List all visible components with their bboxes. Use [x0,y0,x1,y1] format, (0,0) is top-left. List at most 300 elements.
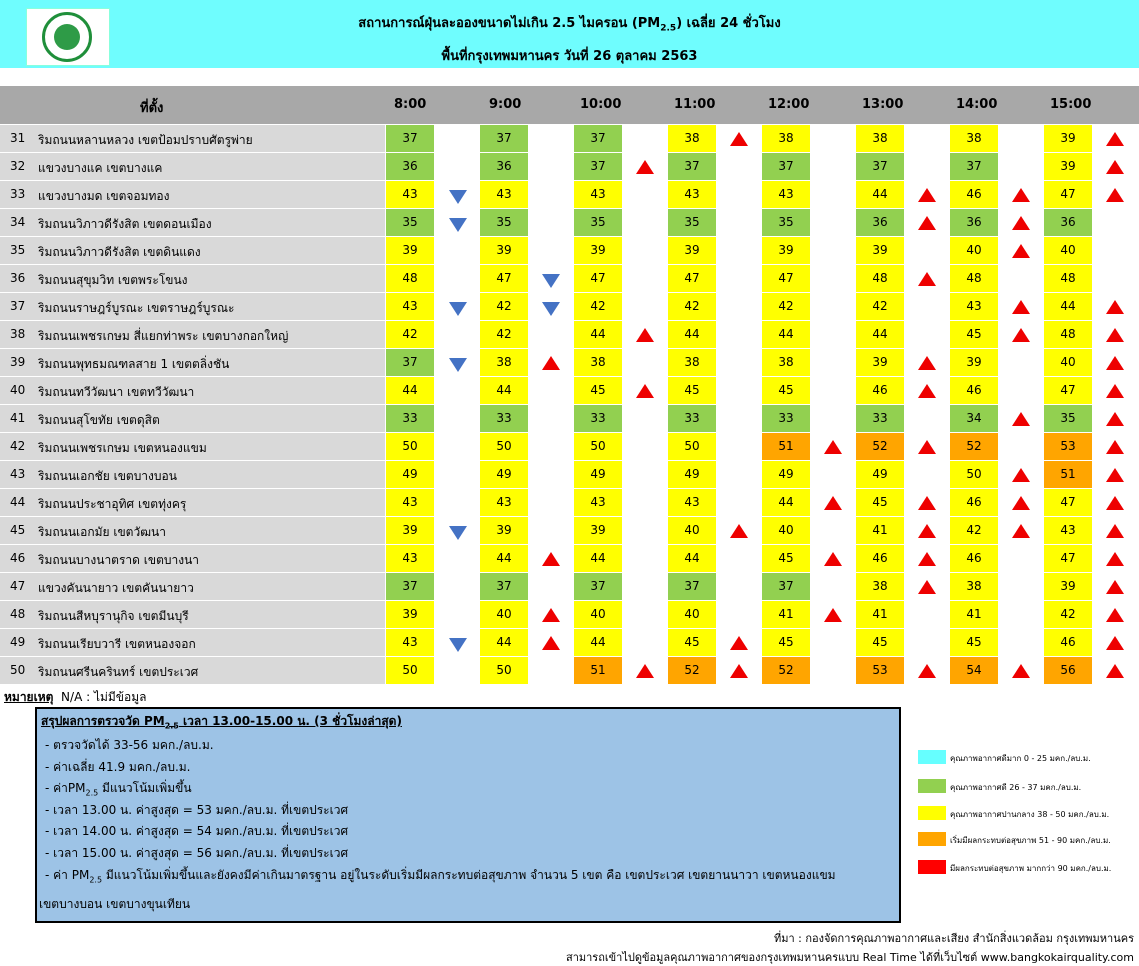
pm-value-cell: 41 [762,601,810,628]
table-header [0,86,1139,124]
time-header: 13:00 [862,97,904,112]
pm-value-cell: 36 [856,209,904,236]
pm-value-cell: 39 [1044,125,1092,152]
pm-value-cell: 45 [574,377,622,404]
pm-value-cell: 40 [668,517,716,544]
pm-value-cell: 48 [856,265,904,292]
trend-up-icon [636,328,654,342]
trend-up-icon [1106,356,1124,370]
trend-up-icon [918,496,936,510]
pm-value-cell: 37 [386,349,434,376]
pm-value-cell: 47 [668,265,716,292]
pm-value-cell: 40 [1044,237,1092,264]
pm-value-cell: 37 [856,153,904,180]
pm-value-cell: 42 [950,517,998,544]
pm-value-cell: 33 [856,405,904,432]
pm-value-cell: 45 [856,629,904,656]
trend-up-icon [730,524,748,538]
pm-value-cell: 46 [950,377,998,404]
row-number: 31 [10,131,26,145]
pm-value-cell: 44 [668,321,716,348]
trend-up-icon [1012,328,1030,342]
pm-value-cell: 40 [762,517,810,544]
pm-value-cell: 47 [1044,377,1092,404]
trend-up-icon [1106,440,1124,454]
pm-value-cell: 46 [856,545,904,572]
pm-value-cell: 40 [950,237,998,264]
row-number: 32 [10,159,26,173]
legend-text: เริ่มมีผลกระทบต่อสุขภาพ 51 - 90 มคก./ลบ.ม. [950,836,1111,845]
table-row [0,293,1139,321]
page-title: สถานการณ์ฝุ่นละอองขนาดไม่เกิน 2.5 ไมครอน $(PM_{2.5})$ เฉลี่ย 24 ชั่วโมง [358,16,781,34]
pm-value-cell: 38 [480,349,528,376]
row-location: ริมถนนวิภาวดีรังสิต เขตดอนเมือง [38,217,212,231]
pm-value-cell: 49 [762,461,810,488]
row-number: 33 [10,187,26,201]
pm-value-cell: 39 [1044,573,1092,600]
pm-value-cell: 37 [668,573,716,600]
pm-value-cell: 37 [386,125,434,152]
summary-line: - ตรวจวัดได้ 33-56 มคก./ลบ.ม. [45,738,214,752]
pm-value-cell: 39 [574,517,622,544]
page-subtitle: พื้นที่กรุงเทพมหานคร วันที่ 26 ตุลาคม 2563 [441,49,698,64]
trend-down-icon [542,274,560,288]
table-row [0,237,1139,265]
table-row [0,181,1139,209]
trend-up-icon [730,664,748,678]
pm-value-cell: 47 [762,265,810,292]
row-location: แขวงคันนายาว เขตคันนายาว [38,581,194,595]
pm-value-cell: 46 [950,545,998,572]
pm-value-cell: 40 [1044,349,1092,376]
row-number: 44 [10,495,26,509]
row-location: ริมถนนศรีนครินทร์ เขตประเวศ [38,665,199,679]
pm-value-cell: 36 [386,153,434,180]
trend-up-icon [918,524,936,538]
row-number: 41 [10,411,26,425]
table-row [0,265,1139,293]
trend-up-icon [636,160,654,174]
table-row [0,573,1139,601]
row-number: 37 [10,299,26,313]
trend-up-icon [1106,328,1124,342]
source-website: สามารถเข้าไปดูข้อมูลคุณภาพอากาศของกรุงเทพมหานครแบบ Real Time ได้ที่เว็บไซต์ www.bangkokairquality.com [565,951,1134,964]
time-header: 9:00 [489,97,522,112]
pm-value-cell: 41 [856,601,904,628]
trend-up-icon [1012,412,1030,426]
pm-value-cell: 45 [950,629,998,656]
pm-value-cell: 43 [950,293,998,320]
pm-value-cell: 53 [1044,433,1092,460]
summary-line: เขตบางบอน เขตบางขุนเทียน [39,897,191,911]
row-number: 50 [10,663,26,677]
pm-value-cell: 39 [386,601,434,628]
row-location: ริมถนนราษฎร์บูรณะ เขตราษฎร์บูรณะ [38,301,235,315]
pm-value-cell: 37 [950,153,998,180]
row-location: ริมถนนเพชรเกษม สี่แยกท่าพระ เขตบางกอกใหญ่ [38,329,289,343]
pm-value-cell: 45 [856,489,904,516]
pm-value-cell: 43 [668,489,716,516]
pm-value-cell: 39 [950,349,998,376]
pm-value-cell: 46 [950,181,998,208]
pm-value-cell: 39 [762,237,810,264]
pm-value-cell: 47 [574,265,622,292]
trend-up-icon [1106,496,1124,510]
table-row [0,349,1139,377]
trend-down-icon [449,190,467,204]
table-row [0,377,1139,405]
pm-value-cell: 44 [480,377,528,404]
trend-up-icon [824,440,842,454]
legend-text: คุณภาพอากาศดี 26 - 37 มคก./ลบ.ม. [950,783,1082,792]
legend-text: คุณภาพอากาศปานกลาง 38 - 50 มคก./ลบ.ม. [950,810,1110,819]
pm-value-cell: 37 [480,125,528,152]
table-row [0,461,1139,489]
row-number: 36 [10,271,26,285]
row-number: 39 [10,355,26,369]
pm-value-cell: 39 [574,237,622,264]
trend-up-icon [918,440,936,454]
trend-up-icon [1106,132,1124,146]
row-number: 48 [10,607,26,621]
trend-up-icon [1106,552,1124,566]
pm-value-cell: 50 [386,657,434,684]
pm-value-cell: 44 [856,321,904,348]
row-number: 40 [10,383,26,397]
pm-value-cell: 35 [574,209,622,236]
row-number: 38 [10,327,26,341]
trend-up-icon [636,384,654,398]
pm-value-cell: 41 [856,517,904,544]
row-number: 42 [10,439,26,453]
pm-value-cell: 38 [950,125,998,152]
legend-swatch [918,860,946,874]
pm-value-cell: 39 [480,237,528,264]
pm-value-cell: 37 [574,573,622,600]
time-header: 11:00 [674,97,716,112]
trend-up-icon [1106,160,1124,174]
pm-value-cell: 40 [574,601,622,628]
pm-value-cell: 43 [386,293,434,320]
pm-value-cell: 49 [386,461,434,488]
legend-swatch [918,806,946,820]
trend-up-icon [918,188,936,202]
trend-up-icon [1106,412,1124,426]
trend-up-icon [1106,468,1124,482]
trend-down-icon [449,526,467,540]
pm-value-cell: 50 [574,433,622,460]
trend-down-icon [542,302,560,316]
row-number: 35 [10,243,26,257]
pm-value-cell: 40 [480,601,528,628]
pm-value-cell: 45 [762,377,810,404]
row-location: ริมถนนสุโขทัย เขตดุสิต [38,413,160,427]
pm-value-cell: 36 [480,153,528,180]
pm-value-cell: 42 [574,293,622,320]
pm-value-cell: 44 [480,629,528,656]
row-location: ริมถนนสุขุมวิท เขตพระโขนง [38,273,188,287]
pm-value-cell: 44 [762,489,810,516]
pm-value-cell: 37 [386,573,434,600]
pm-value-cell: 44 [574,629,622,656]
pm-value-cell: 37 [668,153,716,180]
pm-value-cell: 42 [480,293,528,320]
row-number: 49 [10,635,26,649]
pm-value-cell: 39 [668,237,716,264]
trend-up-icon [918,356,936,370]
time-header: 10:00 [580,97,622,112]
pm-value-cell: 54 [950,657,998,684]
trend-up-icon [918,580,936,594]
legend-text: คุณภาพอากาศดีมาก 0 - 25 มคก./ลบ.ม. [950,754,1091,763]
pm-value-cell: 39 [856,349,904,376]
pm-value-cell: 52 [668,657,716,684]
pm-value-cell: 43 [574,489,622,516]
pm-value-cell: 46 [856,377,904,404]
pm-value-cell: 47 [1044,545,1092,572]
row-location: แขวงบางแค เขตบางแค [38,161,163,175]
pm-value-cell: 46 [950,489,998,516]
pm-value-cell: 48 [386,265,434,292]
pm-value-cell: 43 [668,181,716,208]
pm-value-cell: 38 [950,573,998,600]
pm-value-cell: 38 [856,125,904,152]
table-row [0,489,1139,517]
table-row [0,209,1139,237]
pm-value-cell: 42 [386,321,434,348]
row-location: ริมถนนทวีวัฒนา เขตทวีวัฒนา [38,385,195,399]
pm-value-cell: 36 [950,209,998,236]
row-location: ริมถนนเพชรเกษม เขตหนองแขม [38,441,207,455]
trend-up-icon [542,552,560,566]
trend-up-icon [1012,524,1030,538]
trend-up-icon [636,664,654,678]
pm-value-cell: 38 [762,349,810,376]
trend-up-icon [730,132,748,146]
summary-line: - เวลา 13.00 น. ค่าสูงสุด = 53 มคก./ลบ.ม. ที่เขตประเวศ [45,803,349,817]
summary-line: - เวลา 15.00 น. ค่าสูงสุด = 56 มคก./ลบ.ม. ที่เขตประเวศ [45,846,349,860]
trend-up-icon [1106,664,1124,678]
pm-value-cell: 47 [480,265,528,292]
table-row [0,433,1139,461]
pm-value-cell: 33 [762,405,810,432]
trend-up-icon [1012,664,1030,678]
pm-value-cell: 38 [668,125,716,152]
pm-value-cell: 42 [762,293,810,320]
pm-value-cell: 49 [480,461,528,488]
legend-swatch [918,750,946,764]
pm-value-cell: 37 [480,573,528,600]
trend-up-icon [542,636,560,650]
trend-up-icon [1012,188,1030,202]
pm-value-cell: 45 [762,629,810,656]
pm-value-cell: 41 [950,601,998,628]
legend-text: มีผลกระทบต่อสุขภาพ มากกว่า 90 มคก./ลบ.ม. [950,864,1112,873]
pm-value-cell: 43 [574,181,622,208]
pm-value-cell: 52 [856,433,904,460]
pm-value-cell: 44 [386,377,434,404]
pm-value-cell: 47 [1044,181,1092,208]
row-number: 47 [10,579,26,593]
pm-value-cell: 35 [668,209,716,236]
pm-value-cell: 37 [574,125,622,152]
pm-value-cell: 51 [762,433,810,460]
summary-line: - ค่า $PM_{2.5}$ มีแนวโน้มเพิ่มขึ้นและยังคงมีค่าเกินมาตรฐาน อยู่ในระดับเริ่มมีผลกระทบต่อสุขภาพ จำนวน 5 เขต คือ เขตประเวศ เขตยานนาวา เขตหนองแขม [45,868,836,885]
trend-down-icon [449,302,467,316]
trend-down-icon [449,218,467,232]
row-number: 46 [10,551,26,565]
row-number: 34 [10,215,26,229]
footnote-label: หมายเหตุ [4,690,54,704]
footnote-text: N/A : ไม่มีข้อมูล [61,690,147,704]
table-row [0,545,1139,573]
trend-up-icon [918,664,936,678]
pm-value-cell: 43 [480,489,528,516]
pm-value-cell: 39 [386,237,434,264]
pm-value-cell: 39 [856,237,904,264]
trend-up-icon [918,216,936,230]
pm-value-cell: 45 [668,629,716,656]
pm-value-cell: 35 [480,209,528,236]
trend-up-icon [918,552,936,566]
trend-up-icon [918,272,936,286]
row-location: ริมถนนพุทธมณฑลสาย 1 เขตตลิ่งชัน [38,357,230,371]
pm-value-cell: 56 [1044,657,1092,684]
table-row [0,657,1139,685]
trend-up-icon [542,356,560,370]
pm-value-cell: 50 [950,461,998,488]
trend-down-icon [449,358,467,372]
time-header: 12:00 [768,97,810,112]
row-location: ริมถนนประชาอุทิศ เขตทุ่งครุ [38,497,187,511]
trend-down-icon [449,638,467,652]
pm-value-cell: 52 [950,433,998,460]
pm-value-cell: 34 [950,405,998,432]
row-number: 45 [10,523,26,537]
pm-value-cell: 48 [950,265,998,292]
pm-value-cell: 38 [762,125,810,152]
summary-title: สรุปผลการตรวจวัด $PM_{2.5}$ เวลา 13.00-15.00 น. (3 ชั่วโมงล่าสุด) [41,714,402,731]
pm-value-cell: 33 [574,405,622,432]
row-location: ริมถนนวิภาวดีรังสิต เขตดินแดง [38,245,201,259]
time-header: 14:00 [956,97,998,112]
trend-up-icon [824,496,842,510]
row-location: ริมถนนเรียบวารี เขตหนองจอก [38,637,196,651]
table-row [0,405,1139,433]
pm-value-cell: 49 [574,461,622,488]
pm-value-cell: 39 [480,517,528,544]
pm-value-cell: 44 [856,181,904,208]
header-banner [0,0,1139,68]
pm-value-cell: 37 [762,573,810,600]
pm-value-cell: 43 [480,181,528,208]
row-location: ริมถนนหลานหลวง เขตป้อมปราบศัตรูพ่าย [38,133,253,147]
trend-up-icon [1106,524,1124,538]
pm-value-cell: 35 [762,209,810,236]
trend-up-icon [824,608,842,622]
legend-swatch [918,832,946,846]
row-location: แขวงบางมด เขตจอมทอง [38,189,170,203]
time-header: 15:00 [1050,97,1092,112]
table-row [0,125,1139,153]
pm-value-cell: 50 [480,657,528,684]
row-location: ริมถนนสีหบุรานุกิจ เขตมีนบุรี [38,609,189,623]
summary-line: - เวลา 14.00 น. ค่าสูงสุด = 54 มคก./ลบ.ม. ที่เขตประเวศ [45,824,349,838]
location-header: ที่ตั้ง [140,101,164,116]
trend-up-icon [824,552,842,566]
trend-up-icon [1012,300,1030,314]
pm-value-cell: 35 [1044,405,1092,432]
pm-value-cell: 53 [856,657,904,684]
summary-line: - ค่า$PM_{2.5}$ มีแนวโน้มเพิ่มขึ้น [45,781,192,798]
pm-value-cell: 47 [1044,489,1092,516]
legend-swatch [918,779,946,793]
pm-value-cell: 38 [574,349,622,376]
pm-value-cell: 48 [1044,321,1092,348]
pm-value-cell: 43 [762,181,810,208]
pm-value-cell: 42 [1044,601,1092,628]
row-location: ริมถนนเอกมัย เขตวัฒนา [38,525,166,539]
pm-value-cell: 33 [480,405,528,432]
table-row [0,629,1139,657]
trend-up-icon [1106,636,1124,650]
table-row [0,321,1139,349]
pm-value-cell: 37 [762,153,810,180]
trend-up-icon [1012,216,1030,230]
time-header: 8:00 [394,97,427,112]
pm-value-cell: 45 [762,545,810,572]
pm-value-cell: 45 [950,321,998,348]
table-row [0,153,1139,181]
trend-up-icon [730,636,748,650]
source-credit: ที่มา : กองจัดการคุณภาพอากาศและเสียง สำนักสิ่งแวดล้อม กรุงเทพมหานคร [773,932,1134,945]
pm-value-cell: 35 [386,209,434,236]
summary-box [35,707,901,923]
pm-value-cell: 50 [386,433,434,460]
trend-up-icon [1106,300,1124,314]
pm-value-cell: 52 [762,657,810,684]
pm-value-cell: 44 [574,321,622,348]
trend-up-icon [918,384,936,398]
trend-up-icon [1012,496,1030,510]
trend-up-icon [1106,580,1124,594]
row-location: ริมถนนเอกชัย เขตบางบอน [38,469,177,483]
pm-value-cell: 44 [480,545,528,572]
pm-value-cell: 42 [668,293,716,320]
pm-value-cell: 39 [386,517,434,544]
pm-value-cell: 48 [1044,265,1092,292]
pm-value-cell: 36 [1044,209,1092,236]
trend-up-icon [1106,384,1124,398]
trend-up-icon [1106,608,1124,622]
pm-value-cell: 44 [668,545,716,572]
pm-value-cell: 43 [386,489,434,516]
pm-value-cell: 44 [574,545,622,572]
pm-value-cell: 38 [856,573,904,600]
pm-value-cell: 51 [574,657,622,684]
pm-value-cell: 45 [668,377,716,404]
pm-value-cell: 38 [668,349,716,376]
pm-value-cell: 50 [480,433,528,460]
pm-value-cell: 37 [574,153,622,180]
pm-value-cell: 44 [762,321,810,348]
table-row [0,517,1139,545]
trend-up-icon [1012,244,1030,258]
pm-value-cell: 43 [386,181,434,208]
trend-up-icon [1012,468,1030,482]
pm-value-cell: 51 [1044,461,1092,488]
pm-value-cell: 49 [668,461,716,488]
